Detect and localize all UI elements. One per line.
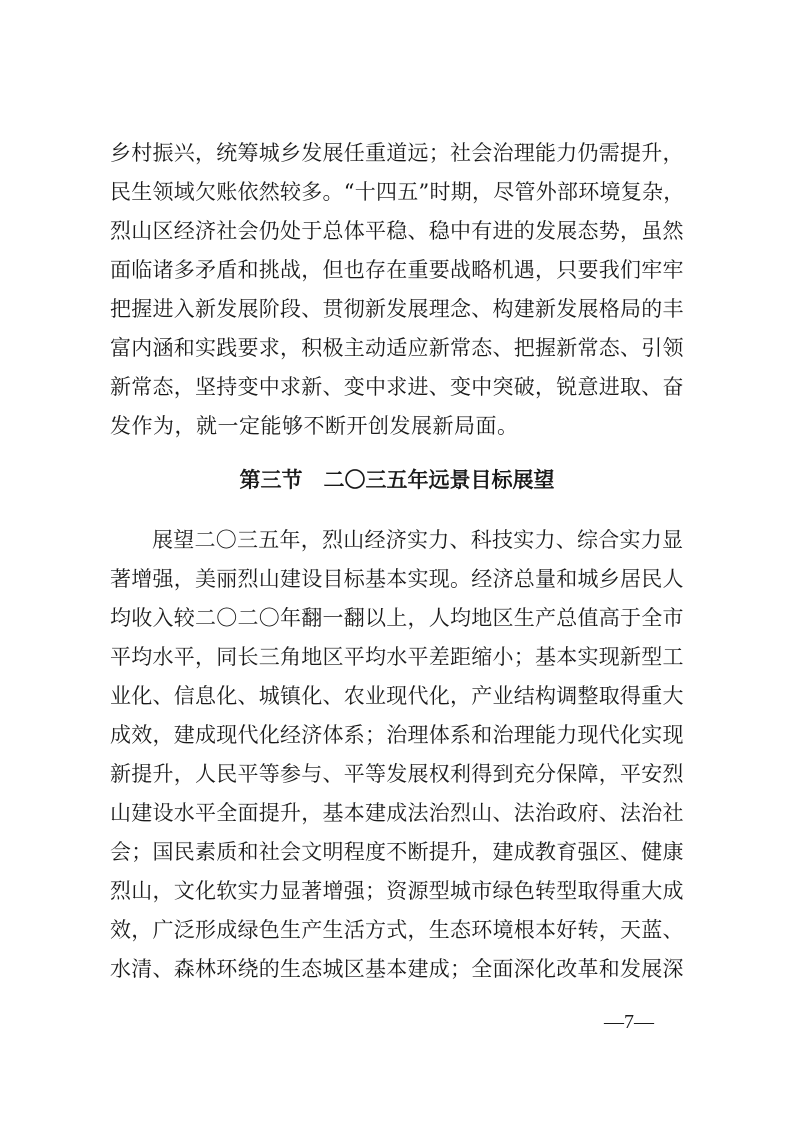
text-line: 新提升，人民平等参与、平等发展权利得到充分保障，平安烈 — [110, 762, 684, 786]
text-line: 著增强，美丽烈山建设目标基本实现。经济总量和城乡居民人 — [110, 567, 684, 591]
text-line: 业化、信息化、城镇化、农业现代化，产业结构调整取得重大 — [110, 684, 684, 708]
text-line: 富内涵和实践要求，积极主动适应新常态、把握新常态、引领 — [110, 336, 684, 360]
page-number: —7— — [604, 1011, 654, 1033]
text-line: 均收入较二〇二〇年翻一翻以上，人均地区生产总值高于全市 — [110, 606, 684, 630]
text-line: 烈山，文化软实力显著增强；资源型城市绿色转型取得重大成 — [110, 879, 684, 903]
text-line: 烈山区经济社会仍处于总体平稳、稳中有进的发展态势，虽然 — [110, 219, 684, 243]
text-line: 水清、森林环绕的生态城区基本建成；全面深化改革和发展深 — [110, 957, 684, 981]
text-line: 展望二〇三五年，烈山经济实力、科技实力、综合实力显 — [152, 528, 684, 552]
text-line: 把握进入新发展阶段、贯彻新发展理念、构建新发展格局的丰 — [110, 297, 684, 321]
text-line: 面临诸多矛盾和挑战，但也存在重要战略机遇，只要我们牢牢 — [110, 258, 684, 282]
text-line: 会；国民素质和社会文明程度不断提升，建成教育强区、健康 — [110, 840, 684, 864]
text-line: 山建设水平全面提升，基本建成法治烈山、法治政府、法治社 — [110, 801, 684, 825]
text-line: 平均水平，同长三角地区平均水平差距缩小；基本实现新型工 — [110, 645, 684, 669]
text-line: 民生领域欠账依然较多。“十四五”时期，尽管外部环境复杂， — [110, 180, 685, 204]
text-line: 发作为，就一定能够不断开创发展新局面。 — [110, 414, 519, 438]
text-line: 新常态，坚持变中求新、变中求进、变中突破，锐意进取、奋 — [110, 375, 684, 399]
text-line: 成效，建成现代化经济体系；治理体系和治理能力现代化实现 — [110, 723, 684, 747]
text-line: 效，广泛形成绿色生产生活方式，生态环境根本好转，天蓝、 — [110, 918, 684, 942]
text-line: 乡村振兴，统筹城乡发展任重道远；社会治理能力仍需提升， — [110, 141, 684, 165]
section-heading: 第三节 二〇三五年远景目标展望 — [239, 468, 555, 492]
